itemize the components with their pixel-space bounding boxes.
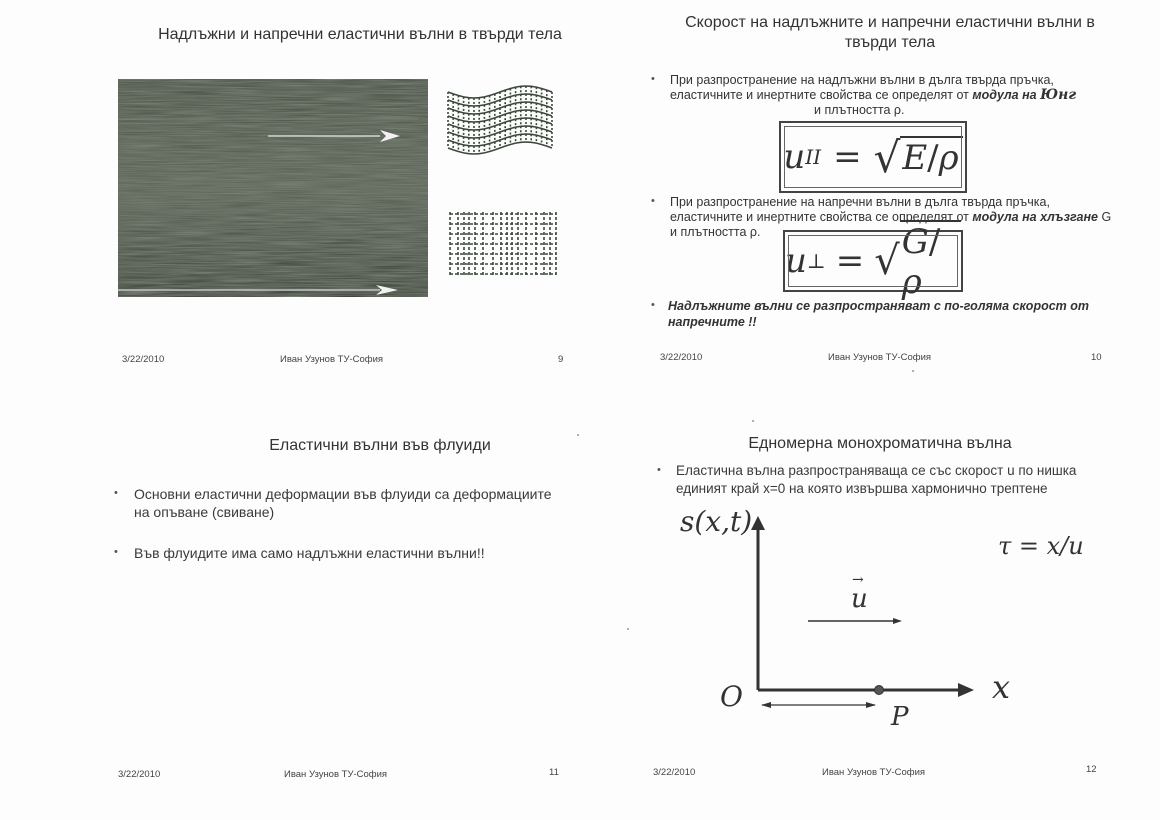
slide-10-bullet-3-line-1: Надлъжните вълни се разпространяват с по-голяма скорост от xyxy=(668,299,1090,313)
y-axis-label: s(x,t) xyxy=(680,505,753,538)
slide-10-bullet-1-line-3: и плътността ρ. xyxy=(814,103,905,117)
slide-10-bullet-2-line-2: еластичните и инертните свойства се определят от модула на хлъзгане G xyxy=(670,210,1112,224)
transverse-wave-lattice-image xyxy=(446,84,554,156)
handwritten-note: Юнг xyxy=(1040,87,1077,103)
x-axis-arrowhead-icon xyxy=(958,683,974,697)
longitudinal-wave-lattice-image xyxy=(448,208,560,280)
longitudinal-speed-formula: u II = √ E/ρ xyxy=(779,121,967,193)
slide-10-bullet-2-line-3: и плътността ρ. xyxy=(670,225,761,239)
scan-speck xyxy=(752,420,754,422)
slide-11-author: Иван Узунов ТУ-София xyxy=(284,769,388,780)
slide-10-date: 3/22/2010 xyxy=(660,352,703,363)
wave-texture-image xyxy=(118,79,428,297)
point-label: P xyxy=(891,702,909,732)
slide-10-title-line-1: Скорост на надлъжните и напречни еластични вълни в xyxy=(685,14,1095,31)
point-p-marker xyxy=(875,686,884,695)
scan-speck xyxy=(912,370,914,372)
slide-11-page-number: 11 xyxy=(549,767,559,778)
slide-9-title: Надлъжни и напречни еластични вълни в твърди тела xyxy=(158,26,562,43)
bullet-icon: • xyxy=(657,464,661,476)
origin-label: O xyxy=(720,680,743,713)
slide-12-title: Едномерна монохроматична вълна xyxy=(748,435,1012,452)
transverse-speed-formula: u ⊥ = √ G/ρ xyxy=(783,230,963,292)
scan-speck xyxy=(627,628,629,630)
scan-speck xyxy=(577,434,579,436)
slide-10-title-line-2: твърди тела xyxy=(844,34,936,51)
slide-11-bullet-1-line-2: на опъване (свиване) xyxy=(134,504,275,520)
slide-11-title: Еластични вълни във флуиди xyxy=(269,437,491,454)
slide-10-page-number: 10 xyxy=(1091,352,1102,363)
velocity-label: → u xyxy=(851,572,868,614)
x-axis-label: x xyxy=(992,668,1011,706)
slide-12-bullet-line-2: единият край x=0 на която извършва хармонично трептене xyxy=(676,481,1048,496)
y-axis-arrowhead-icon xyxy=(751,516,765,530)
slide-10-bullet-2-line-1: При разпространение на напречни вълни в дълга твърда пръчка, xyxy=(670,195,1050,209)
slide-9-author: Иван Узунов ТУ-София xyxy=(280,354,384,365)
slide-12-author: Иван Узунов ТУ-София xyxy=(822,767,926,778)
slide-10-bullet-1-line-1: При разпространение на надлъжни вълни в дълга твърда пръчка, xyxy=(670,73,1054,87)
bullet-icon: • xyxy=(651,73,655,85)
bullet-icon: • xyxy=(651,299,655,311)
bullet-icon: • xyxy=(114,487,118,499)
bullet-icon: • xyxy=(651,195,655,207)
slide-12-page-number: 12 xyxy=(1086,764,1097,775)
bullet-icon: • xyxy=(114,546,118,558)
slide-12-date: 3/22/2010 xyxy=(653,767,696,778)
slide-11-bullet-1-line-1: Основни еластични деформации във флуиди са деформациите xyxy=(134,486,552,502)
slide-9-date: 3/22/2010 xyxy=(122,354,165,365)
slide-11-bullet-2: Във флуидите има само надлъжни еластични вълни!! xyxy=(134,545,485,561)
slide-11-date: 3/22/2010 xyxy=(118,769,161,780)
slide-9-page-number: 9 xyxy=(558,354,564,365)
tau-formula: τ = x/u xyxy=(998,532,1084,560)
slide-12-bullet-line-1: Еластична вълна разпространяваща се със скорост u по нишка xyxy=(676,463,1077,478)
slide-10-bullet-3-line-2: напречните !! xyxy=(668,315,757,329)
slide-10-bullet-1-line-2: еластичните и инертните свойства се определят от модула на Юнг xyxy=(670,87,1077,103)
slide-10-author: Иван Узунов ТУ-София xyxy=(828,352,932,363)
